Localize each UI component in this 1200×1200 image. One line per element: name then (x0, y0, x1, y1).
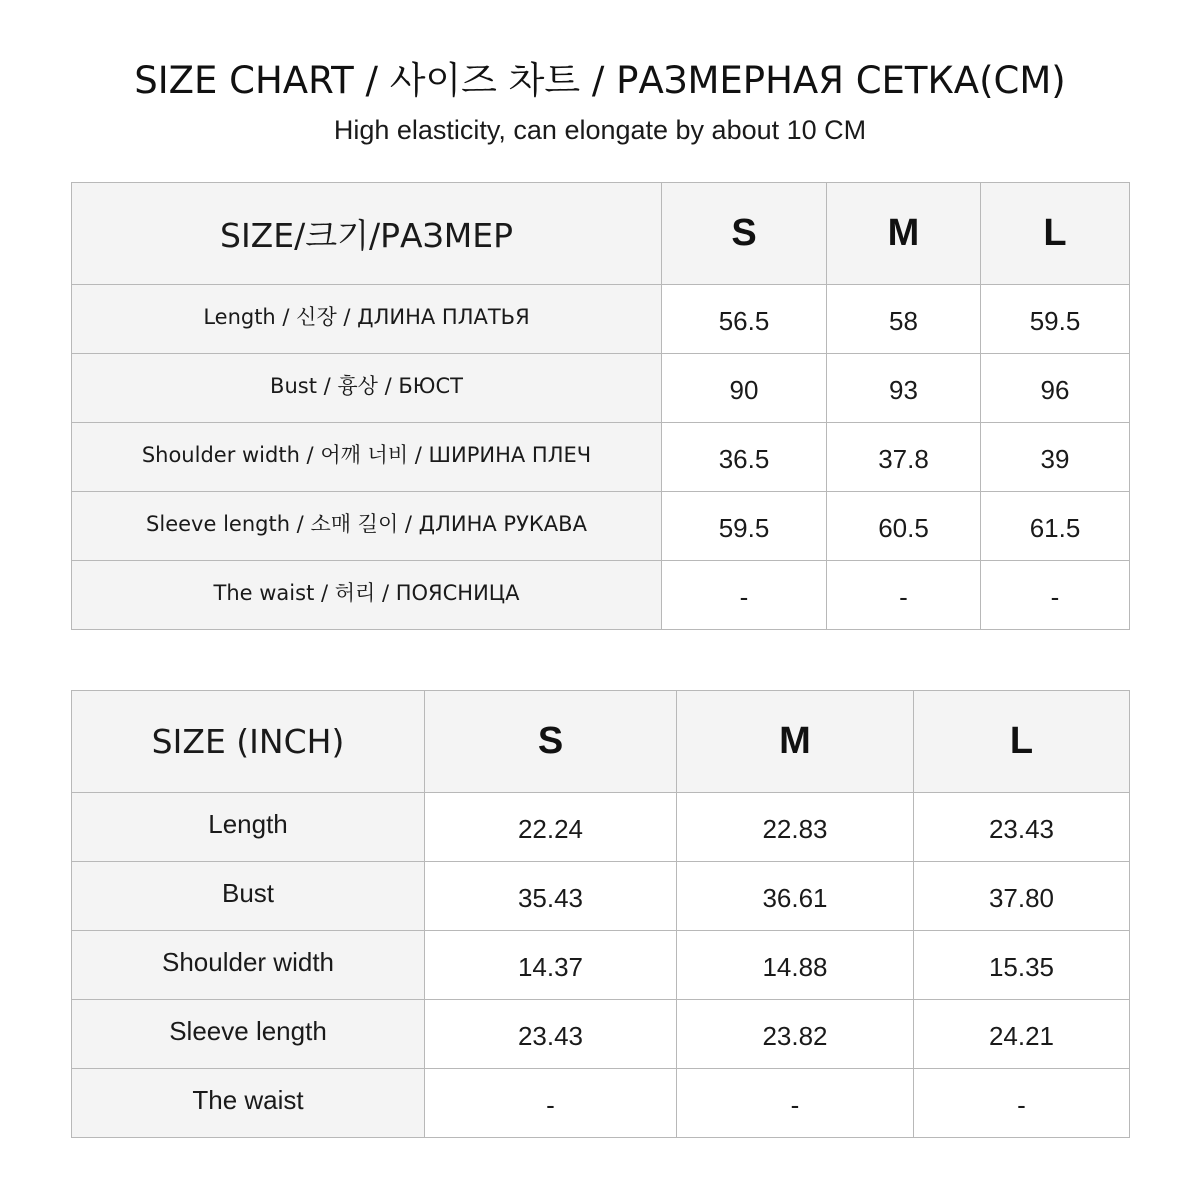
header-size-m (677, 691, 914, 793)
table-row (72, 561, 1130, 630)
value: 36.61 (762, 882, 828, 913)
value: 59.5 (1029, 305, 1081, 336)
row-label: Sleeve length / 소매 길이 / ДЛИНА РУКАВА (146, 512, 587, 536)
value-cell (662, 354, 827, 423)
value-cell (914, 793, 1130, 862)
size-table-cm (71, 182, 1130, 630)
value: 14.37 (517, 951, 584, 982)
row-label: The waist / 허리 / ПОЯСНИЦА (213, 581, 520, 605)
value-cell (914, 862, 1130, 931)
value-cell (662, 492, 827, 561)
size-label: L (1009, 720, 1034, 762)
size-label: S (731, 212, 757, 254)
row-label-cell (72, 561, 662, 630)
value: 61.5 (1029, 512, 1081, 543)
value: 22.24 (517, 813, 584, 844)
table-header-row (72, 183, 1130, 285)
value-cell (425, 931, 677, 1000)
header-size-s (662, 183, 827, 285)
size-label: M (779, 720, 811, 762)
value-cell (425, 1069, 677, 1138)
page-title: SIZE CHART / 사이즈 차트 / РАЗМЕРНАЯ СЕТКА(CM) (134, 59, 1066, 102)
table-row (72, 285, 1130, 354)
value-cell (914, 1000, 1130, 1069)
header-label: SIZE/크기/РАЗМЕР (220, 216, 513, 255)
row-label-cell (72, 793, 425, 862)
value-cell (677, 1069, 914, 1138)
page-subtitle: High elasticity, can elongate by about 10 CM (333, 115, 867, 145)
row-label-cell (72, 354, 662, 423)
row-label: Shoulder width (162, 946, 334, 977)
value-cell (827, 285, 981, 354)
header-label: SIZE (INCH) (151, 722, 345, 761)
value-cell (827, 354, 981, 423)
value: 22.83 (762, 813, 828, 844)
value-cell (981, 354, 1130, 423)
table-row (72, 423, 1130, 492)
value: - (899, 581, 908, 612)
header-size-m (827, 183, 981, 285)
value: 37.80 (988, 882, 1055, 913)
size-label: S (537, 720, 564, 762)
table-row (72, 1000, 1130, 1069)
row-label: Length / 신장 / ДЛИНА ПЛАТЬЯ (203, 305, 530, 329)
value-cell (827, 423, 981, 492)
row-label-cell (72, 492, 662, 561)
table-row (72, 793, 1130, 862)
row-label: Bust (221, 877, 275, 908)
value: - (1017, 1089, 1026, 1120)
header-label-cell (72, 691, 425, 793)
value: 96 (1040, 374, 1070, 405)
value: 93 (889, 374, 918, 405)
row-label: The waist (192, 1084, 304, 1115)
value-cell (677, 1000, 914, 1069)
value: 58 (889, 305, 918, 336)
table-row (72, 862, 1130, 931)
value: - (1050, 581, 1060, 612)
row-label-cell (72, 285, 662, 354)
value-cell (914, 1069, 1130, 1138)
row-label: Length (208, 808, 288, 839)
value: 23.43 (988, 813, 1055, 844)
value: 60.5 (878, 512, 929, 543)
value-cell (662, 423, 827, 492)
value-cell (425, 1000, 677, 1069)
row-label: Sleeve length (169, 1015, 327, 1046)
header-size-s (425, 691, 677, 793)
size-table-inch (71, 690, 1130, 1138)
value-cell (981, 285, 1130, 354)
value-cell (827, 561, 981, 630)
value-cell (981, 492, 1130, 561)
value: 36.5 (718, 443, 770, 474)
value-cell (981, 423, 1130, 492)
table-row (72, 931, 1130, 1000)
value-cell (677, 862, 914, 931)
value: 24.21 (988, 1020, 1055, 1051)
table-row (72, 492, 1130, 561)
value: 37.8 (878, 443, 929, 474)
table-row (72, 354, 1130, 423)
value-cell (425, 793, 677, 862)
row-label: Bust / 흉상 / БЮСТ (270, 374, 463, 398)
value: 15.35 (988, 951, 1055, 982)
row-label-cell (72, 931, 425, 1000)
value: - (546, 1089, 555, 1120)
value: 90 (729, 374, 759, 405)
row-label-cell (72, 423, 662, 492)
value: 14.88 (762, 951, 828, 982)
value-cell (662, 285, 827, 354)
header-size-l (981, 183, 1130, 285)
value: 23.43 (517, 1020, 584, 1051)
value: 23.82 (762, 1020, 828, 1051)
size-label: M (887, 212, 920, 254)
value-cell (677, 793, 914, 862)
value-cell (981, 561, 1130, 630)
value-cell (677, 931, 914, 1000)
table-header-row (72, 691, 1130, 793)
value: 56.5 (718, 305, 770, 336)
row-label: Shoulder width / 어깨 너비 / ШИРИНА ПЛЕЧ (141, 443, 592, 467)
row-label-cell (72, 1000, 425, 1069)
row-label-cell (72, 1069, 425, 1138)
value: - (790, 1089, 800, 1120)
value-cell (827, 492, 981, 561)
row-label-cell (72, 862, 425, 931)
value: - (739, 581, 749, 612)
value: 35.43 (517, 882, 584, 913)
size-label: L (1043, 212, 1067, 254)
value: 39 (1040, 443, 1070, 474)
header-size-l (914, 691, 1130, 793)
table-row (72, 1069, 1130, 1138)
header-label-cell (72, 183, 662, 285)
value-cell (662, 561, 827, 630)
value: 59.5 (718, 512, 770, 543)
value-cell (914, 931, 1130, 1000)
value-cell (425, 862, 677, 931)
